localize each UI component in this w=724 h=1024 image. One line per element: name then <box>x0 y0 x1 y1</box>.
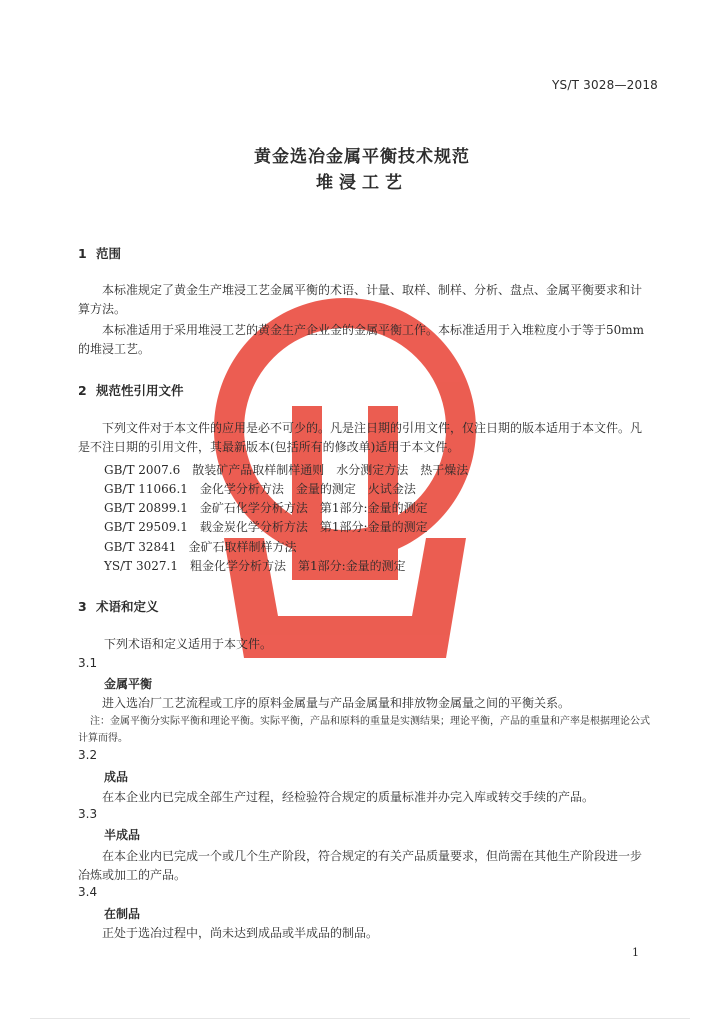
document-title: 黄金选冶金属平衡技术规范 <box>254 147 470 167</box>
references-intro-paragraph: 下列文件对于本文件的应用是必不可少的。凡是注日期的引用文件，仅注日期的版本适用于本文件。凡是不注日期的引用文件，其最新版本(包括所有的修改单)适用于本文件。 <box>78 421 643 454</box>
term-name: 半成品 <box>104 828 141 842</box>
term-definition: 进入选冶厂工艺流程或工序的原料金属量与产品金属量和排放物金属量之间的平衡关系。 <box>102 696 571 710</box>
page-bottom-edge <box>30 1018 690 1019</box>
section-heading-terms-definitions: 3 术语和定义 <box>78 599 159 614</box>
term-definition: 在本企业内已完成全部生产过程，经检验符合规定的质量标准并办完入库或转交手续的产品。 <box>102 790 595 804</box>
terms-intro-paragraph: 下列术语和定义适用于本文件。 <box>104 637 273 651</box>
page-number: 1 <box>632 946 639 959</box>
standard-code: YS/T 3028—2018 <box>552 78 659 92</box>
section-heading-normative-references: 2 规范性引用文件 <box>78 383 184 398</box>
clause-number: 3.4 <box>78 885 98 899</box>
section-heading-scope: 1 范围 <box>78 246 122 261</box>
term-definition: 正处于选冶过程中，尚未达到成品或半成品的制品。 <box>102 926 379 940</box>
term-name: 在制品 <box>104 907 141 921</box>
reference-item: GB/T 11066.1 金化学分析方法 金量的测定 火试金法 <box>104 482 416 496</box>
term-name: 金属平衡 <box>104 677 153 691</box>
document-subtitle: 堆浸工艺 <box>316 173 408 193</box>
reference-item: YS/T 3027.1 粗金化学分析方法 第1部分:金量的测定 <box>104 559 406 573</box>
reference-item: GB/T 32841 金矿石取样制样方法 <box>104 540 297 554</box>
clause-number: 3.1 <box>78 656 98 670</box>
clause-number: 3.3 <box>78 807 98 821</box>
term-note: 注：金属平衡分实际平衡和理论平衡。实际平衡，产品和原料的重量是实测结果；理论平衡，产品的重量和产率是根据理论公式计算而得。 <box>78 716 650 744</box>
scope-paragraph-2: 本标准适用于采用堆浸工艺的黄金生产企业金的金属平衡工作。本标准适用于入堆粒度小于等于50mm的堆浸工艺。 <box>78 323 645 356</box>
clause-number: 3.2 <box>78 748 98 762</box>
term-definition: 在本企业内已完成一个或几个生产阶段，符合规定的有关产品质量要求，但尚需在其他生产阶段进一步冶炼或加工的产品。 <box>78 849 643 882</box>
term-name: 成品 <box>104 770 129 784</box>
scope-paragraph-1: 本标准规定了黄金生产堆浸工艺金属平衡的术语、计量、取样、制样、分析、盘点、金属平衡要求和计算方法。 <box>78 283 643 316</box>
reference-item: GB/T 20899.1 金矿石化学分析方法 第1部分:金量的测定 <box>104 501 428 515</box>
reference-item: GB/T 29509.1 载金炭化学分析方法 第1部分:金量的测定 <box>104 520 428 534</box>
reference-item: GB/T 2007.6 散装矿产品取样制样通则 水分测定方法 热干燥法 <box>104 463 469 477</box>
